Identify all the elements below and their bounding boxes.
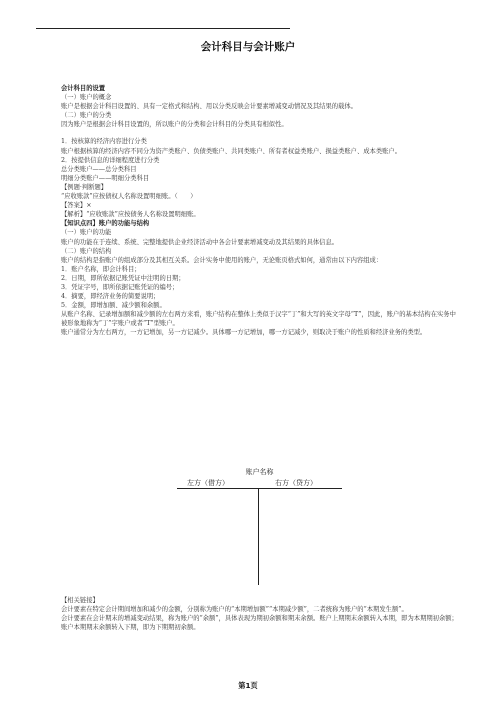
paragraph-gap: [61, 129, 459, 137]
t-account-diagram: [177, 467, 342, 585]
text-line: 账户根据核算的经济内容不同分为资产类账户、负债类账户、共同类账户、所有者权益类账户、损益类账户、成本类账户。: [61, 147, 402, 155]
text-line: 2．按提供信息的详细程度进行分类: [61, 156, 160, 164]
text-line: 明细分类账户——明细分类科目: [61, 174, 150, 182]
text-line: 因为账户是根据会计科目设置的，所以账户的分类和会计科目的分类具有相似性。: [61, 121, 288, 129]
t-account-left-label: 左方（借方）: [187, 479, 229, 487]
section-heading: 会计科目的设置: [61, 85, 106, 92]
text-line: “应收账款”应按债权人名称设置明细账。（ ）: [61, 193, 197, 201]
text-line: 【相关链接】: [61, 597, 99, 604]
related-link-section: [61, 596, 459, 632]
page-number: 第1页: [238, 681, 258, 690]
section-heading: 【知识点四】账户的功能与结构: [61, 220, 150, 228]
text-line: 会计要素在特定会计期间增加和减少的金额，分别称为账户的“本期增加额”“本期减少额”，二者统称为账户的“本期发生额”。: [61, 606, 408, 614]
t-account-vertical-line: [258, 488, 259, 585]
text-line: 会计要素在会计期末的增减变动结果，称为账户的“余额”，具体表现为期初余额和期末余额。账户上期期末余额转入本期，即为本期期初余额；账户本期期末余额转入下期，即为下期期初余额。: [61, 615, 458, 632]
text-line: 从账户名称、记录增加额和减少额的左右两方来看，账户结构在整体上类似于汉字“丁”和大写的英文字母“T”，因此，账户的基本结构在实务中被形象地称为“丁”字账户或者“T”型账户。: [61, 311, 456, 328]
text-line: 账户通常分为左右两方，一方记增加，另一方记减少。具体哪一方记增加，哪一方记减少，则取决于账户的性质和经济业务的类型。: [61, 329, 427, 337]
text-line: 账户是根据会计科目设置的、具有一定格式和结构、用以分类反映会计要素增减变动情况及其结果的载体。: [61, 103, 357, 111]
t-account-right-label: 右方（贷方）: [275, 479, 317, 487]
document-title: 会计科目与会计账户: [200, 41, 296, 53]
text-line: 总分类账户——总分类科目: [61, 165, 137, 173]
t-account-title: 账户名称: [245, 468, 274, 476]
body-text: [61, 84, 459, 338]
text-line: 账户的结构是指账户的组成部分及其相互关系。会计实务中使用的账户，无论账页格式如何，通常由以下内容组成：: [61, 256, 383, 264]
text-line: （二）账户的分类: [61, 112, 112, 120]
text-line: 3．凭证字号，即所依据记账凭证的编号；: [61, 283, 179, 291]
text-line: 1．账户名称，即会计科目；: [61, 265, 141, 273]
text-line: （一）账户的概念: [61, 94, 112, 102]
top-rule: [36, 28, 290, 29]
text-line: 2．日期，即所依据记账凭证中注明的日期；: [61, 274, 185, 282]
text-line: 账户的功能在于连续、系统、完整地提供企业经济活动中各会计要素增减变动及其结果的具体信息。: [61, 238, 339, 246]
text-line: 【答案】×: [61, 202, 92, 210]
text-line: 【解析】“应收账款”应按债务人名称设置明细账。: [61, 211, 200, 219]
text-line: （一）账户的功能: [61, 229, 112, 237]
text-line: 【例题·判断题】: [61, 183, 108, 191]
text-line: 1．按核算的经济内容进行分类: [61, 138, 147, 146]
text-line: （二）账户的结构: [61, 247, 112, 255]
text-line: 4．摘要，即经济业务的简要说明；: [61, 293, 160, 301]
text-line: 5．金额，即增加额、减少额和余额。: [61, 302, 166, 310]
t-account-horizontal-line: [177, 488, 342, 489]
